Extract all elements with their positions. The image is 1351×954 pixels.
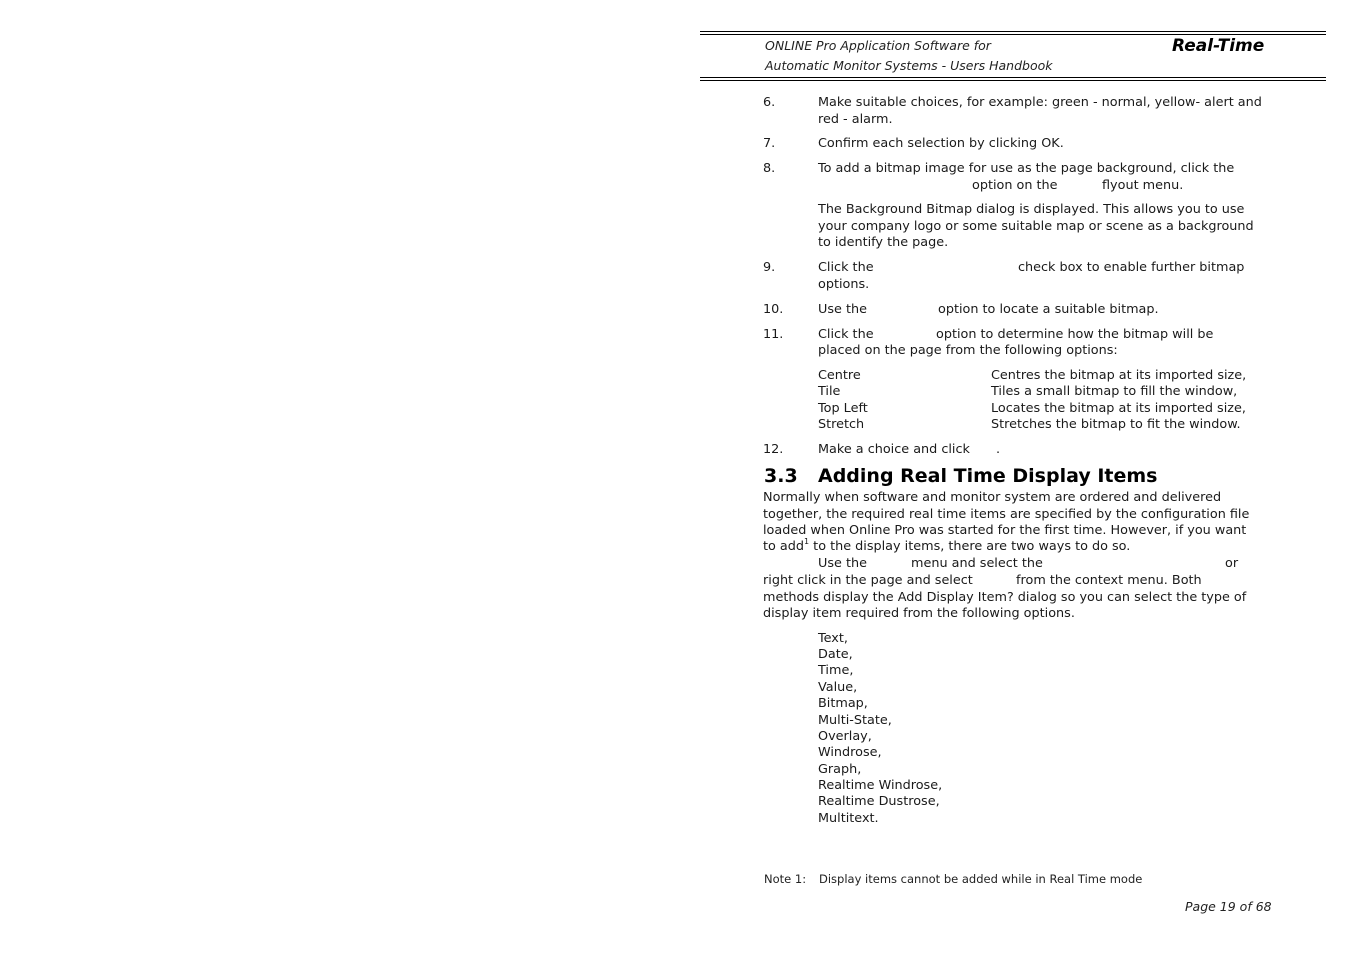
list-item: Realtime Windrose, — [818, 778, 943, 793]
section-number: 3.3 — [764, 465, 798, 487]
step-text: To add a bitmap image for use as the page background, click the — [818, 161, 1235, 176]
option-description: Locates the bitmap at its imported size, — [991, 401, 1246, 416]
step-text: Use the — [818, 302, 867, 317]
paragraph-line: to identify the page. — [818, 235, 949, 250]
footnote-label: Note 1: — [764, 872, 807, 886]
body-line: display item required from the following options. — [763, 606, 1075, 621]
body-text: menu and select the — [911, 556, 1043, 571]
step-text: Make suitable choices, for example: green - normal, yellow- alert and — [818, 95, 1262, 110]
step-text: . — [996, 442, 1001, 457]
list-item: Value, — [818, 680, 858, 695]
step-text: placed on the page from the following options: — [818, 343, 1118, 358]
step-text: check box to enable further bitmap — [1018, 260, 1245, 275]
list-item: Graph, — [818, 762, 862, 777]
body-text: to the display items, there are two ways to do so. — [809, 539, 1131, 554]
header-title-line1: ONLINE Pro Application Software for — [765, 38, 991, 53]
paragraph-line: your company logo or some suitable map or scene as a background — [818, 219, 1254, 234]
body-text: to add — [763, 539, 805, 554]
list-item: Multitext. — [818, 811, 879, 826]
list-item: Windrose, — [818, 745, 882, 760]
step-text: Click the — [818, 327, 874, 342]
section-heading — [764, 465, 1158, 487]
list-item: Multi-State, — [818, 713, 892, 728]
header-rule-top-2 — [700, 34, 1326, 35]
body-line — [763, 539, 1130, 556]
step-number: 7. — [763, 136, 776, 151]
body-text: or — [1225, 556, 1239, 571]
step-text: Click the — [818, 260, 874, 275]
header-section-title: Real-Time — [1172, 36, 1265, 56]
header-rule-bottom-2 — [700, 80, 1326, 81]
list-item: Overlay, — [818, 729, 872, 744]
option-name: Stretch — [818, 417, 865, 432]
step-number: 6. — [763, 95, 776, 110]
option-name: Centre — [818, 368, 861, 383]
list-item: Date, — [818, 647, 853, 662]
header-title-line2: Automatic Monitor Systems - Users Handbook — [765, 58, 1053, 73]
body-text: right click in the page and select — [763, 573, 973, 588]
option-description: Stretches the bitmap to fit the window. — [991, 417, 1241, 432]
paragraph-line: The Background Bitmap dialog is displayed. This allows you to use — [818, 202, 1245, 217]
step-text: Confirm each selection by clicking OK. — [818, 136, 1064, 151]
step-number: 8. — [763, 161, 776, 176]
list-item: Text, — [818, 631, 848, 646]
step-number: 11. — [763, 327, 784, 342]
step-text: red - alarm. — [818, 112, 893, 127]
step-number: 12. — [763, 442, 784, 457]
step-text: option to locate a suitable bitmap. — [938, 302, 1159, 317]
step-text: option to determine how the bitmap will be — [936, 327, 1214, 342]
body-line: loaded when Online Pro was started for the first time. However, if you want — [763, 523, 1247, 538]
step-number: 9. — [763, 260, 776, 275]
footnote-reference: 1 — [804, 537, 810, 546]
footnote-text: Display items cannot be added while in Real Time mode — [819, 872, 1143, 886]
body-line: Normally when software and monitor system are ordered and delivered — [763, 490, 1222, 505]
step-text: Make a choice and click — [818, 442, 970, 457]
header-rule-bottom-1 — [700, 77, 1326, 78]
header-rule-top-1 — [700, 31, 1326, 32]
step-text: options. — [818, 277, 870, 292]
step-text: flyout menu. — [1102, 178, 1184, 193]
option-name: Tile — [818, 384, 841, 399]
body-line: methods display the Add Display Item? dialog so you can select the type of — [763, 590, 1247, 605]
list-item: Time, — [818, 663, 854, 678]
body-text: from the context menu. Both — [1016, 573, 1202, 588]
body-line: together, the required real time items are specified by the configuration file — [763, 507, 1250, 522]
body-text: Use the — [818, 556, 867, 571]
step-text: option on the — [972, 178, 1058, 193]
page-number: Page 19 of 68 — [1185, 899, 1272, 914]
option-description: Tiles a small bitmap to fill the window, — [991, 384, 1238, 399]
option-description: Centres the bitmap at its imported size, — [991, 368, 1247, 383]
list-item: Realtime Dustrose, — [818, 794, 940, 809]
option-name: Top Left — [818, 401, 868, 416]
list-item: Bitmap, — [818, 696, 868, 711]
step-number: 10. — [763, 302, 784, 317]
section-title: Adding Real Time Display Items — [818, 465, 1158, 487]
